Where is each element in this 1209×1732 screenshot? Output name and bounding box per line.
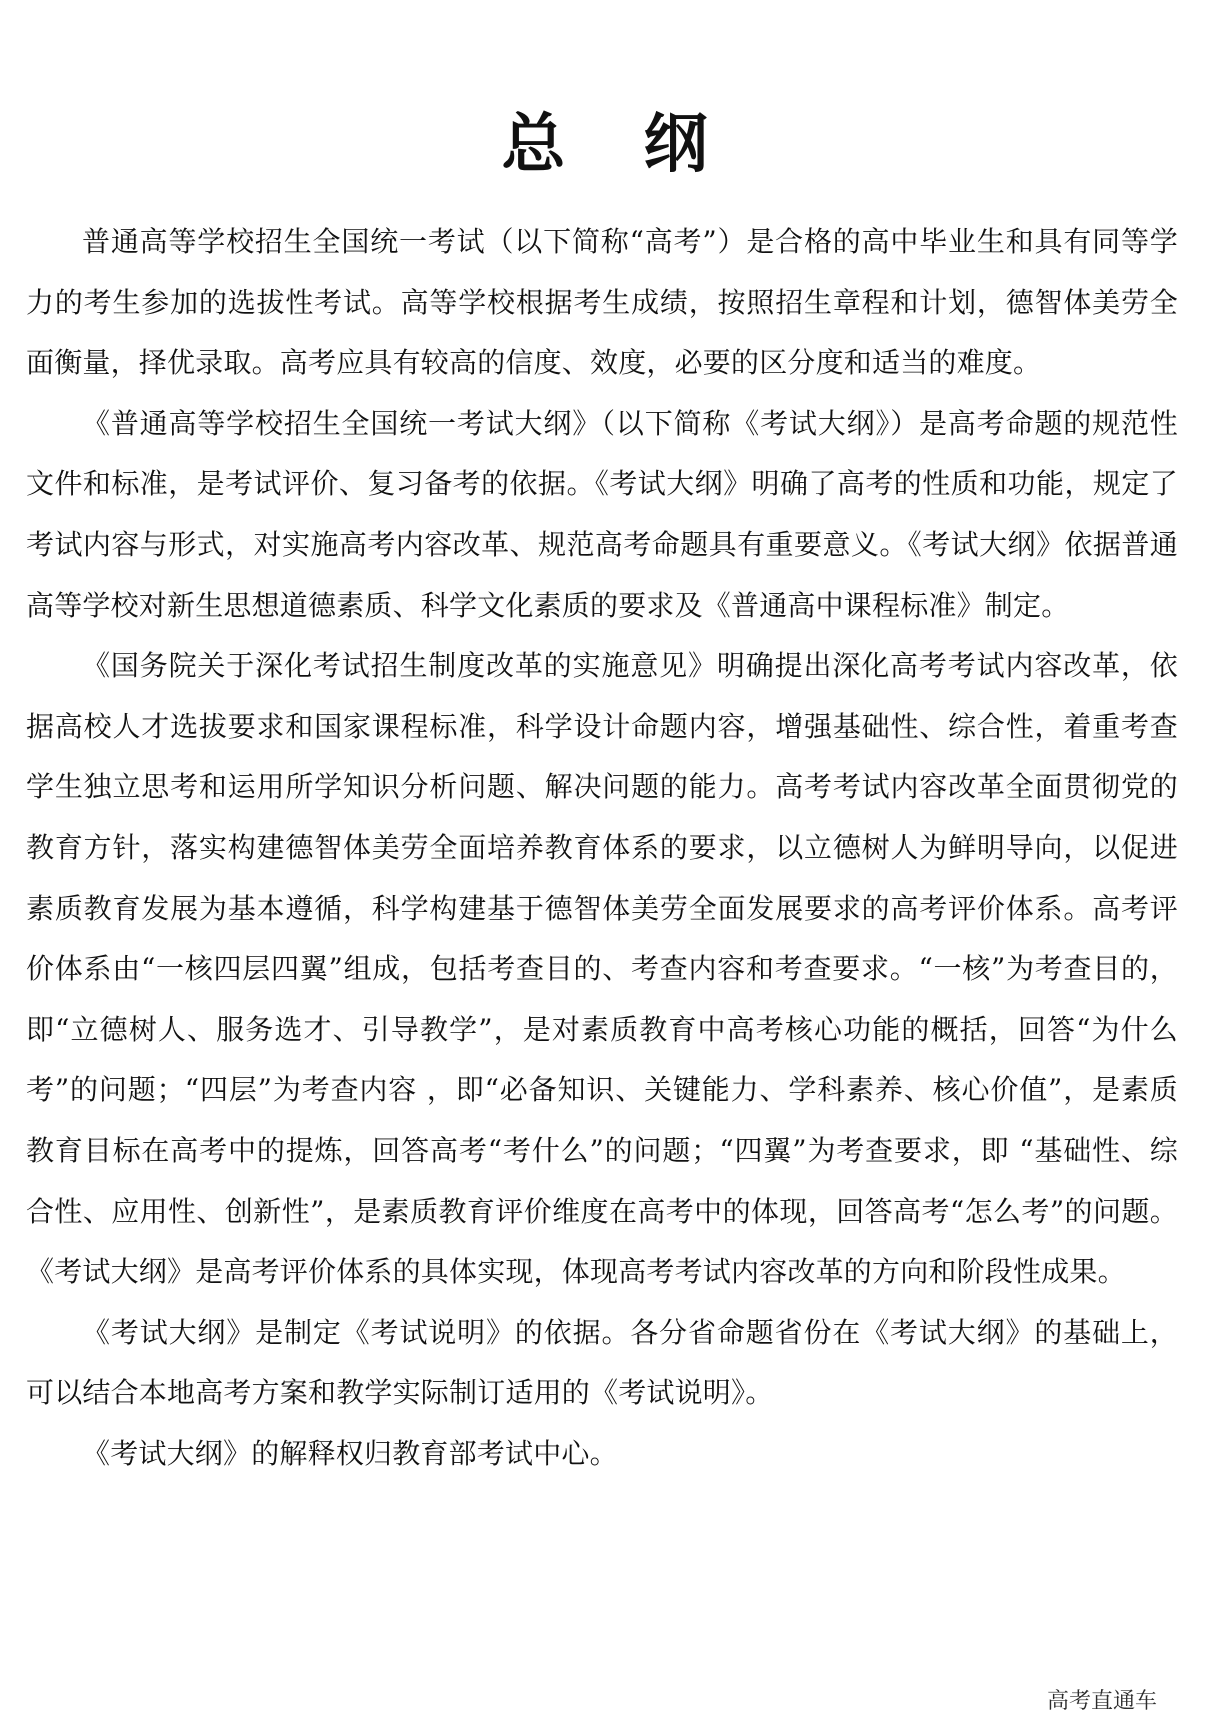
page-title: 总 纲 [501, 107, 736, 182]
paragraph-2: 《普通高等学校招生全国统一考试大纲》（以下简称《考试大纲》）是高考命题的规范性文件和标准，是考试评价、复习备考的依据。《考试大纲》明确了高考的性质和功能，规定了考试内容与形式，对实施高考内容改革、规范高考命题具有重要意义。《考试大纲》依据普通高等学校对新生思想道德素质、科学文化素质的要求及《普通高中课程标准》制定。 [26, 406, 1178, 622]
paragraph-3: 《国务院关于深化考试招生制度改革的实施意见》明确提出深化高考考试内容改革，依据高校人才选拔要求和国家课程标准，科学设计命题内容，增强基础性、综合性，着重考查学生独立思考和运用所学知识分析问题、解决问题的能力。高考考试内容改革全面贯彻党的教育方针，落实构建德智体美劳全面培养教育体系的要求，以立德树人为鲜明导向，以促进素质教育发展为基本遵循，科学构建基于德智体美劳全面发展要求的高考评价体系。高考评价体系由“一核四层四翼”组成，包括考查目的、考查内容和考查要求。“一核”为考查目的，即“立德树人、服务选才、引导教学”，是对素质教育中高考核心功能的概括，回答“为什么考”的问题；“四层”为考查内容 ，即“必备知识、关键能力、学科素养、核心价值”，是素质教育目标在高考中的提炼，回答高考“考什么”的问题；“四翼”为考查要求，即 “基础性、综合性、应用性、创新性”，是素质教育评价维度在高考中的体现，回答高考“怎么考”的问题。《考试大纲》是高考评价体系的具体实现，体现高考考试内容改革的方向和阶段性成果。 [26, 649, 1178, 1289]
watermark-label: 高考直通车 [1041, 1686, 1163, 1718]
document-body [26, 212, 1178, 1484]
paragraph-5: 《考试大纲》的解释权归教育部考试中心。 [82, 1436, 618, 1470]
paragraph-4: 《考试大纲》是制定《考试说明》的依据。各分省命题省份在《考试大纲》的基础上，可以结合本地高考方案和教学实际制订适用的《考试说明》。 [26, 1315, 1178, 1410]
paragraph-1: 普通高等学校招生全国统一考试（以下简称“高考”）是合格的高中毕业生和具有同等学力的考生参加的选拔性考试。高等学校根据考生成绩，按照招生章程和计划，德智体美劳全面衡量，择优录取。高考应具有较高的信度、效度，必要的区分度和适当的难度。 [26, 225, 1178, 380]
